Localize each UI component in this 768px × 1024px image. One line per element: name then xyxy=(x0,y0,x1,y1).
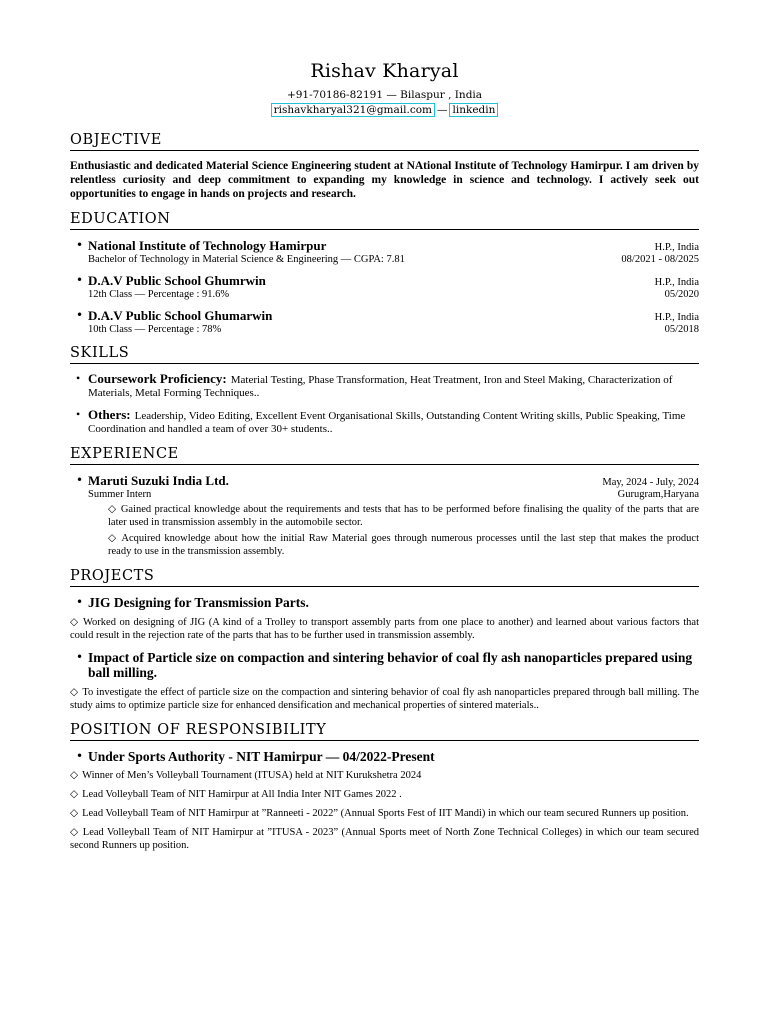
responsibility-section xyxy=(70,722,699,852)
skills-list xyxy=(70,372,699,436)
responsibility-heading: Under Sports Authority - NIT Hamirpur — 04/2022-Present xyxy=(88,749,435,764)
diamond-icon: ◇ xyxy=(70,770,79,781)
skills-section xyxy=(70,345,699,436)
project-item xyxy=(70,650,699,712)
experience-point xyxy=(108,532,699,558)
project-title: Impact of Particle size on compaction and sintering behavior of coal fly ash nanoparticles prepared using ball milling. xyxy=(88,650,693,680)
section-title: POSITION OF RESPONSIBILITY xyxy=(70,722,699,741)
bullet-icon: • xyxy=(76,595,84,609)
projects-section xyxy=(70,568,699,712)
responsibility-point-text: Lead Volleyball Team of NIT Hamirpur at ”ITUSA - 2023” (Annual Sports meet of North Zone Technical Colleges) in which our team secured second Runners up position. xyxy=(70,827,699,851)
projects-list xyxy=(70,595,699,712)
section-title: EDUCATION xyxy=(70,211,699,230)
email-link[interactable]: rishavkharyal321@gmail.com xyxy=(271,103,435,117)
responsibility-point-text: Winner of Men’s Volleyball Tournament (ITUSA) held at NIT Kurukshetra 2024 xyxy=(82,770,422,781)
responsibility-point-text: Lead Volleyball Team of NIT Hamirpur at ”Ranneeti - 2022” (Annual Sports Fest of IIT Mandi) in which our team secured Runners up position. xyxy=(82,808,689,819)
experience-point-text: Acquired knowledge about how the initial Raw Material goes through numerous processes until the last step that makes the product ready to use in the transmission assembly. xyxy=(108,533,699,557)
link-separator: — xyxy=(436,104,448,116)
institution-name: National Institute of Technology Hamirpur xyxy=(88,238,327,253)
education-detail: 10th Class — Percentage : 78% xyxy=(88,324,222,335)
diamond-icon: ◇ xyxy=(70,617,79,628)
responsibility-list xyxy=(70,749,699,852)
project-description-text: Worked on designing of JIG (A kind of a Trolley to transport assembly parts from one place to another) and learned about various factors that could result in the rejection rate of the parts that has to be further used in transmission assembly. xyxy=(70,617,699,641)
education-list xyxy=(70,238,699,335)
institution-location: H.P., India xyxy=(654,312,699,323)
education-detail: Bachelor of Technology in Material Science & Engineering — CGPA: 7.81 xyxy=(88,254,405,265)
diamond-icon: ◇ xyxy=(70,827,79,838)
bullet-icon: • xyxy=(76,273,84,287)
candidate-name: Rishav Kharyal xyxy=(310,60,459,82)
institution-name: D.A.V Public School Ghumarwin xyxy=(88,308,273,323)
experience-list xyxy=(70,473,699,558)
education-detail: 12th Class — Percentage : 91.6% xyxy=(88,289,230,300)
responsibility-point xyxy=(70,807,699,820)
skill-item xyxy=(76,371,699,400)
education-item xyxy=(76,308,699,335)
project-description xyxy=(70,616,699,642)
contact-line: +91-70186-82191 — Bilaspur , India xyxy=(286,89,483,101)
experience-section xyxy=(70,446,699,558)
project-title: JIG Designing for Transmission Parts. xyxy=(88,595,309,610)
contact-links xyxy=(70,103,699,118)
diamond-icon: ◇ xyxy=(70,808,79,819)
skill-label: Others: xyxy=(88,407,131,422)
education-date: 08/2021 - 08/2025 xyxy=(621,254,699,265)
experience-point xyxy=(108,503,699,529)
diamond-icon: ◇ xyxy=(108,533,118,544)
section-title: EXPERIENCE xyxy=(70,446,699,465)
experience-item xyxy=(76,473,700,558)
section-title: OBJECTIVE xyxy=(70,132,699,151)
bullet-icon: • xyxy=(76,473,84,487)
institution-location: H.P., India xyxy=(654,242,699,253)
responsibility-point xyxy=(70,826,699,852)
skill-label: Coursework Proficiency: xyxy=(88,371,227,386)
diamond-icon: ◇ xyxy=(108,504,117,515)
education-item xyxy=(76,273,699,300)
objective-section xyxy=(70,132,699,201)
bullet-icon: • xyxy=(76,238,84,252)
responsibility-item xyxy=(70,749,699,852)
institution-location: H.P., India xyxy=(654,277,699,288)
responsibility-point xyxy=(70,769,699,782)
education-item xyxy=(76,238,699,265)
education-section xyxy=(70,211,699,335)
experience-location: Gurugram,Haryana xyxy=(617,489,699,500)
diamond-icon: ◇ xyxy=(70,687,79,698)
diamond-icon: ◇ xyxy=(70,789,79,800)
experience-date: May, 2024 - July, 2024 xyxy=(602,477,699,488)
bullet-icon: • xyxy=(76,371,81,385)
institution-name: D.A.V Public School Ghumrwin xyxy=(88,273,266,288)
section-title: PROJECTS xyxy=(70,568,699,587)
skill-text: Leadership, Video Editing, Excellent Event Organisational Skills, Outstanding Content Writing skills, Public Speaking, Time Coordination and handled a team of over 30+ students.. xyxy=(88,410,686,435)
education-date: 05/2020 xyxy=(664,289,699,300)
objective-text: Enthusiastic and dedicated Material Science Engineering student at NAtional Institute of Technology Hamirpur. I am driven by relentless curiosity and deep commitment to expanding my knowledge in science and technology. I actively seek out opportunities to engage in hands on projects and research. xyxy=(70,160,699,200)
experience-role: Summer Intern xyxy=(88,489,152,500)
experience-point-text: Gained practical knowledge about the requirements and tests that has to be performed before finalising the quality of the parts that are later used in transmission assembly in the automobile sector. xyxy=(108,504,700,528)
skill-text: Material Testing, Phase Transformation, Heat Treatment, Iron and Steel Making, Characterization of Materials, Metal Forming Techniques.. xyxy=(88,374,673,399)
bullet-icon: • xyxy=(76,308,84,322)
project-description-text: To investigate the effect of particle size on the compaction and sintering behavior of coal fly ash nanoparticles prepared through ball milling. The study aims to optimize particle size for enhanced densification and mechanical properties of sintered materials.. xyxy=(70,687,699,711)
company-name: Maruti Suzuki India Ltd. xyxy=(88,473,229,488)
responsibility-point-text: Lead Volleyball Team of NIT Hamirpur at All India Inter NIT Games 2022 . xyxy=(82,789,402,800)
bullet-icon: • xyxy=(76,749,84,763)
responsibility-point xyxy=(70,788,699,801)
project-item xyxy=(70,595,699,642)
education-date: 05/2018 xyxy=(664,324,699,335)
bullet-icon: • xyxy=(76,407,81,421)
linkedin-link[interactable]: linkedin xyxy=(449,103,498,117)
skill-item xyxy=(76,407,699,436)
resume-header xyxy=(70,60,699,118)
project-description xyxy=(70,686,699,712)
section-title: SKILLS xyxy=(70,345,699,364)
bullet-icon: • xyxy=(76,650,84,664)
